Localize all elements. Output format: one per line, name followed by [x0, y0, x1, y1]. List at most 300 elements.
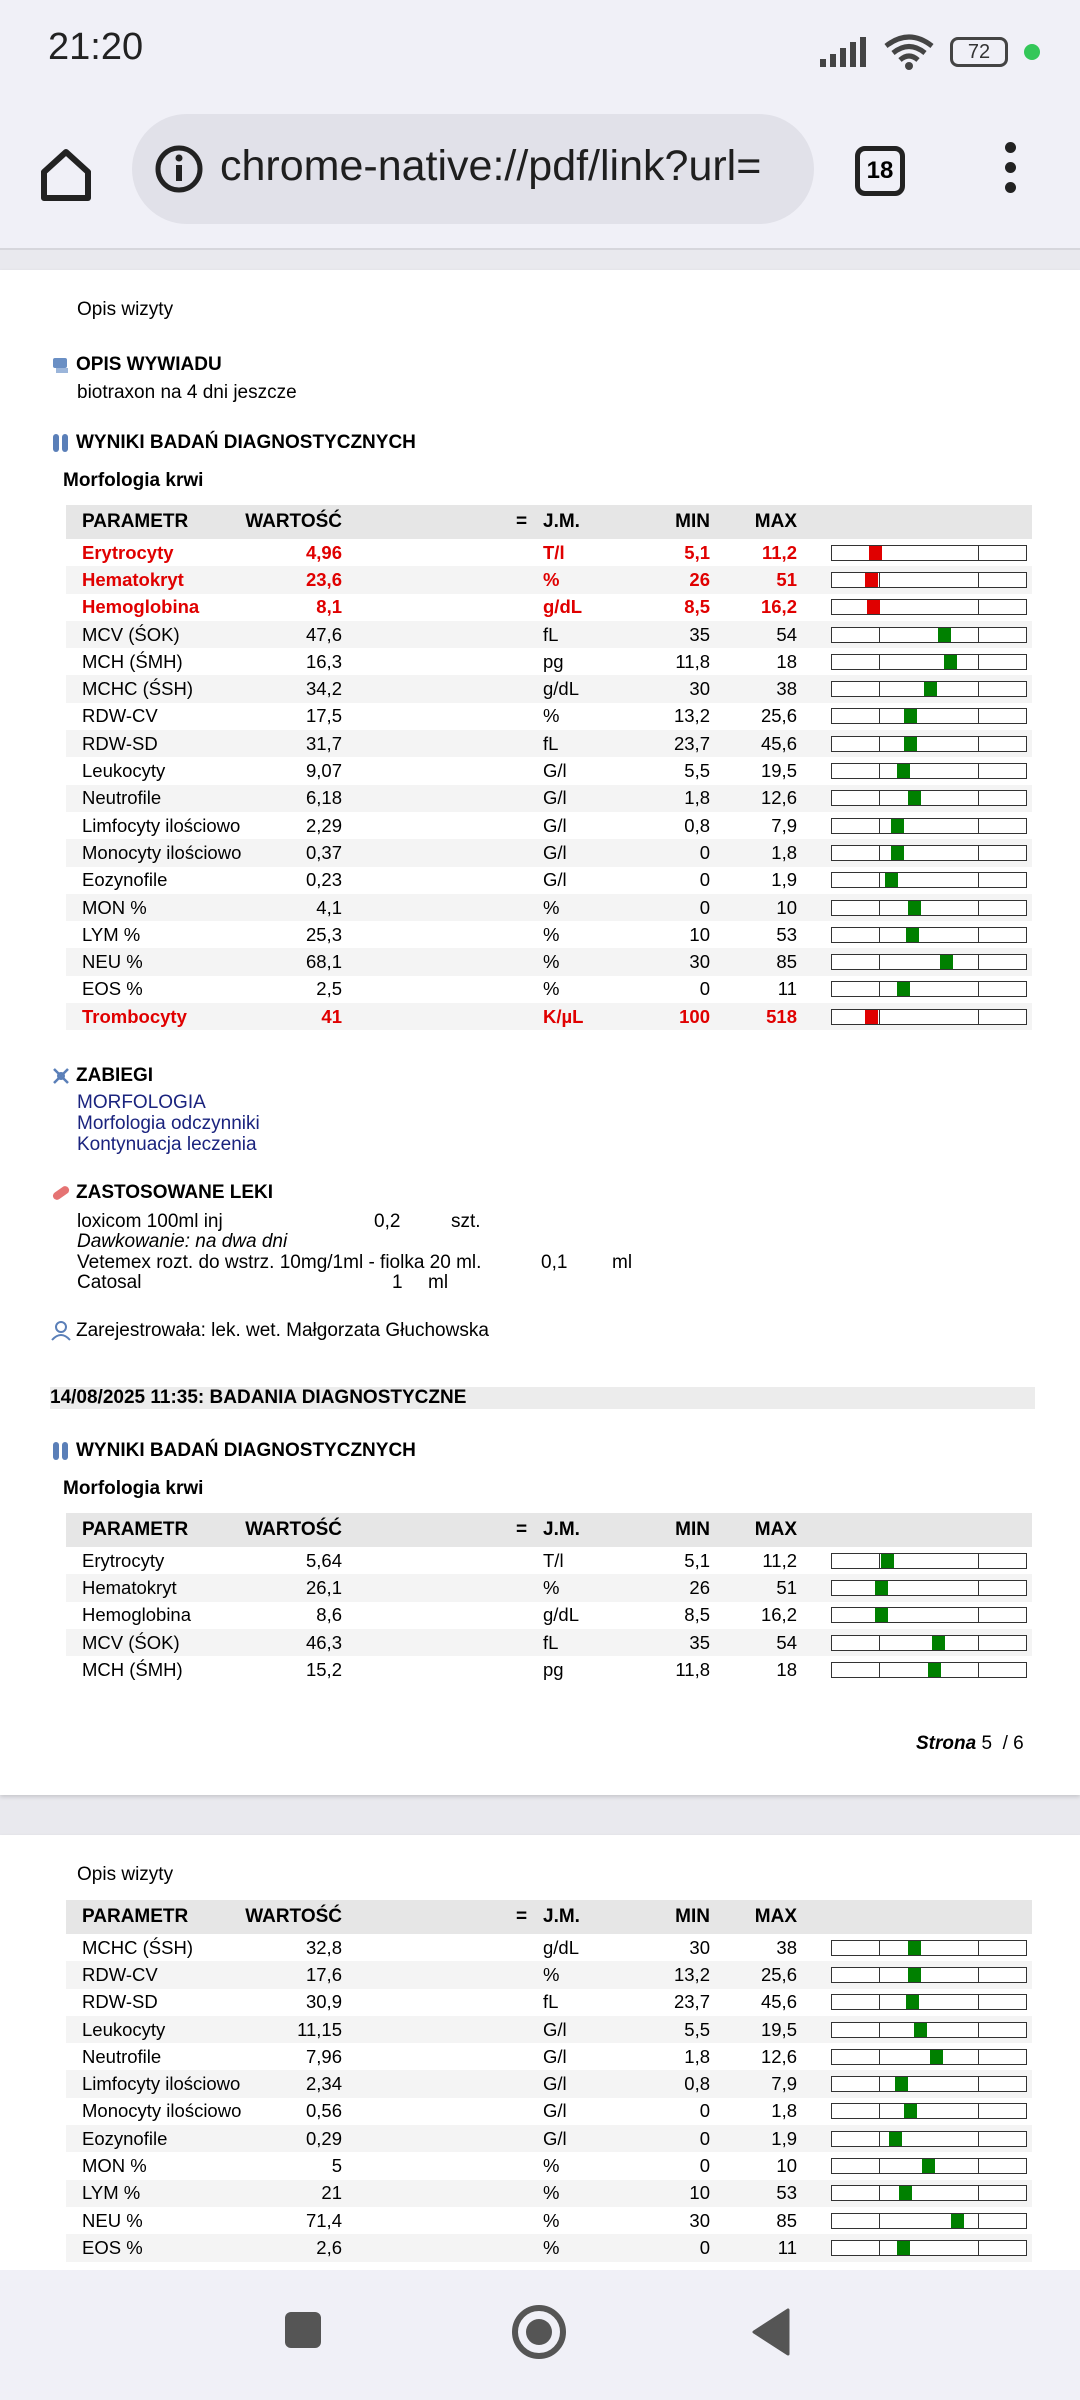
param-value: 32,8 [305, 1936, 342, 1958]
header-min: MIN [675, 1519, 710, 1540]
param-max: 1,8 [771, 2100, 797, 2122]
header-eq: = [516, 511, 528, 532]
param-unit: g/dL [543, 1936, 580, 1958]
param-value: 2,29 [305, 814, 342, 836]
table-row [66, 2070, 1032, 2097]
address-bar[interactable] [132, 114, 814, 224]
table-row [66, 1602, 1032, 1629]
param-max: 11 [777, 2236, 797, 2258]
results-table-3 [66, 1900, 1032, 2262]
range-gauge [831, 599, 1027, 615]
param-name: EOS % [82, 2236, 143, 2258]
param-max: 10 [776, 896, 797, 918]
param-max: 12,6 [760, 787, 797, 809]
system-nav-bar [0, 2270, 1080, 2400]
param-unit: G/l [543, 869, 567, 891]
param-value: 21 [321, 2182, 342, 2204]
header-min: MIN [675, 1906, 710, 1927]
table-row [66, 566, 1032, 593]
range-gauge [831, 627, 1027, 643]
range-gauge [831, 1580, 1027, 1596]
header-value: WARTOŚĆ [245, 1906, 342, 1927]
param-value: 30,9 [305, 1991, 342, 2013]
pdf-page-5 [0, 270, 1080, 1795]
param-unit: G/l [543, 2045, 567, 2067]
param-unit: G/l [543, 2018, 567, 2040]
param-value: 11,15 [297, 2018, 342, 2040]
param-min: 10 [689, 923, 710, 945]
pdf-page-6 [0, 1835, 1080, 2270]
table-row [66, 2207, 1032, 2234]
param-max: 51 [776, 568, 797, 590]
procedure-item[interactable]: Kontynuacja leczenia [77, 1134, 257, 1155]
param-unit: G/l [543, 760, 567, 782]
drug-unit: ml [428, 1272, 449, 1293]
interview-icon [50, 354, 72, 376]
param-max: 54 [776, 623, 797, 645]
range-gauge [831, 2103, 1027, 2119]
param-max: 25,6 [760, 1963, 797, 1985]
table-header [66, 505, 1032, 539]
param-name: Leukocyty [82, 760, 166, 782]
results-table-2 [66, 1513, 1032, 1683]
param-unit: G/l [543, 787, 567, 809]
param-min: 23,7 [673, 732, 710, 754]
param-unit: % [543, 2209, 560, 2231]
table-row [66, 539, 1032, 566]
pill-icon [50, 1182, 72, 1204]
table-row [66, 2234, 1032, 2261]
param-min: 11,8 [675, 650, 710, 672]
range-marker [897, 982, 910, 996]
param-name: MCH (ŚMH) [82, 650, 183, 672]
range-marker [944, 655, 957, 669]
param-name: LYM % [82, 923, 141, 945]
param-min: 8,5 [684, 1604, 710, 1626]
param-value: 2,34 [305, 2073, 342, 2095]
param-value: 7,96 [305, 2045, 342, 2067]
range-gauge [831, 954, 1027, 970]
param-min: 5,1 [684, 541, 710, 563]
param-max: 518 [766, 1005, 797, 1027]
diag-section-title-1: WYNIKI BADAŃ DIAGNOSTYCZNYCH [50, 432, 416, 454]
param-unit: fL [543, 1631, 559, 1653]
table-row [66, 948, 1032, 975]
param-unit: % [543, 896, 560, 918]
param-unit: pg [543, 650, 564, 672]
range-gauge [831, 1635, 1027, 1651]
table-row [66, 2180, 1032, 2207]
range-gauge [831, 654, 1027, 670]
more-menu-icon[interactable] [1005, 142, 1019, 202]
param-min: 35 [689, 623, 710, 645]
param-max: 11,2 [762, 541, 797, 563]
range-gauge [831, 2049, 1027, 2065]
param-unit: % [543, 2182, 560, 2204]
range-gauge [831, 2022, 1027, 2038]
param-value: 0,37 [305, 841, 342, 863]
table-row [66, 594, 1032, 621]
param-min: 13,2 [673, 705, 710, 727]
param-value: 2,6 [316, 2236, 342, 2258]
param-min: 30 [689, 2209, 710, 2231]
param-name: Neutrofile [82, 2045, 162, 2067]
param-max: 53 [776, 2182, 797, 2204]
param-min: 30 [689, 678, 710, 700]
table-row [66, 1629, 1032, 1656]
param-min: 30 [689, 1936, 710, 1958]
test-tubes-icon [50, 1440, 72, 1462]
battery-icon: 72 [950, 37, 1008, 67]
drug-dosage: Dawkowanie: na dwa dni [77, 1231, 288, 1252]
table-row [66, 648, 1032, 675]
table-row [66, 2043, 1032, 2070]
header-max: MAX [754, 1906, 797, 1927]
param-unit: T/l [543, 1549, 564, 1571]
param-value: 0,29 [305, 2127, 342, 2149]
param-name: RDW-SD [82, 1991, 158, 2013]
drug-unit: szt. [451, 1211, 481, 1232]
param-min: 23,7 [673, 1991, 710, 2013]
range-gauge [831, 572, 1027, 588]
header-value: WARTOŚĆ [245, 511, 342, 532]
range-marker [904, 737, 917, 751]
param-unit: % [543, 2236, 560, 2258]
table-row [66, 621, 1032, 648]
range-gauge [831, 1553, 1027, 1569]
param-name: Limfocyty ilościowo [82, 2073, 241, 2095]
range-gauge [831, 708, 1027, 724]
header-param: PARAMETR [82, 1519, 189, 1540]
table-row [66, 1656, 1032, 1683]
procedure-item[interactable]: Morfologia odczynniki [77, 1113, 260, 1134]
range-marker [865, 573, 878, 587]
page-footer: Strona 5 / 6 [916, 1733, 1024, 1754]
drug-unit: ml [612, 1252, 633, 1273]
range-marker [906, 928, 919, 942]
param-unit: % [543, 568, 560, 590]
range-marker [897, 2241, 910, 2255]
table-row [66, 1989, 1032, 2016]
range-marker [908, 901, 921, 915]
param-name: MON % [82, 2155, 147, 2177]
param-name: RDW-CV [82, 705, 158, 727]
param-max: 18 [776, 1658, 797, 1680]
param-min: 35 [689, 1631, 710, 1653]
status-icons [820, 32, 1040, 72]
range-marker [875, 1608, 888, 1622]
param-name: Monocyty ilościowo [82, 2100, 242, 2122]
param-max: 1,8 [771, 841, 797, 863]
param-max: 19,5 [760, 2018, 797, 2040]
param-value: 0,23 [305, 869, 342, 891]
param-max: 85 [776, 951, 797, 973]
url-text[interactable]: chrome-native://pdf/link?url= [220, 142, 762, 190]
procedure-item[interactable]: MORFOLOGIA [77, 1092, 206, 1113]
param-max: 85 [776, 2209, 797, 2231]
table-row [66, 1547, 1032, 1574]
param-unit: fL [543, 732, 559, 754]
table-row [66, 2152, 1032, 2179]
param-max: 45,6 [760, 1991, 797, 2013]
param-max: 7,9 [771, 2073, 797, 2095]
visit-label: Opis wizyty [77, 299, 174, 320]
param-min: 30 [689, 951, 710, 973]
range-gauge [831, 981, 1027, 997]
param-min: 11,8 [675, 1658, 710, 1680]
pdf-viewer[interactable] [0, 250, 1080, 2270]
param-name: RDW-SD [82, 732, 158, 754]
param-value: 4,1 [316, 896, 342, 918]
range-gauge [831, 2213, 1027, 2229]
param-min: 26 [689, 1576, 710, 1598]
header-unit: J.M. [543, 511, 580, 532]
param-unit: % [543, 1963, 560, 1985]
param-max: 10 [776, 2155, 797, 2177]
param-unit: G/l [543, 841, 567, 863]
range-marker [930, 2050, 943, 2064]
drug-qty: 0,2 [374, 1211, 401, 1232]
param-name: Neutrofile [82, 787, 162, 809]
param-min: 5,1 [684, 1549, 710, 1571]
param-max: 45,6 [760, 732, 797, 754]
range-marker [951, 2214, 964, 2228]
param-unit: T/l [543, 541, 565, 563]
param-min: 0 [699, 2155, 710, 2177]
header-eq: = [516, 1906, 528, 1927]
table-header [66, 1900, 1032, 1934]
param-min: 0 [699, 841, 710, 863]
param-value: 47,6 [305, 623, 342, 645]
interview-text: biotraxon na 4 dni jeszcze [77, 382, 297, 403]
browser-toolbar [0, 100, 1080, 250]
param-value: 9,07 [305, 760, 342, 782]
range-marker [914, 2023, 927, 2037]
param-min: 100 [679, 1005, 710, 1027]
param-name: MON % [82, 896, 147, 918]
param-name: Monocyty ilościowo [82, 841, 242, 863]
param-min: 10 [689, 2182, 710, 2204]
range-marker [891, 819, 904, 833]
range-gauge [831, 1940, 1027, 1956]
home-nav-icon[interactable] [511, 2304, 567, 2360]
diag-subtitle-1: Morfologia krwi [63, 470, 204, 491]
param-min: 26 [689, 568, 710, 590]
param-name: NEU % [82, 951, 143, 973]
table-row [66, 1961, 1032, 1988]
range-marker [928, 1663, 941, 1677]
header-value: WARTOŚĆ [245, 1519, 342, 1540]
vet-icon [50, 1320, 72, 1342]
param-value: 71,4 [305, 2209, 342, 2231]
registered-by: Zarejestrowała: lek. wet. Małgorzata Głuchowska [50, 1320, 489, 1342]
param-max: 19,5 [760, 760, 797, 782]
param-name: MCV (ŚOK) [82, 623, 180, 645]
param-min: 1,8 [684, 2045, 710, 2067]
status-bar [0, 0, 1080, 100]
param-unit: G/l [543, 814, 567, 836]
range-gauge [831, 845, 1027, 861]
range-gauge [831, 927, 1027, 943]
range-marker [906, 1995, 919, 2009]
param-min: 5,5 [684, 760, 710, 782]
param-name: Limfocyty ilościowo [82, 814, 241, 836]
param-value: 17,5 [305, 705, 342, 727]
param-name: RDW-CV [82, 1963, 158, 1985]
param-name: NEU % [82, 2209, 143, 2231]
param-value: 5,64 [305, 1549, 342, 1571]
param-value: 16,3 [305, 650, 342, 672]
param-value: 0,56 [305, 2100, 342, 2122]
table-row [66, 812, 1032, 839]
param-name: Erytrocyty [82, 1549, 165, 1571]
range-gauge [831, 818, 1027, 834]
param-unit: g/dL [543, 1604, 580, 1626]
range-marker [897, 764, 910, 778]
param-min: 0 [699, 2127, 710, 2149]
back-icon[interactable] [752, 2308, 792, 2356]
drug-qty: 0,1 [541, 1252, 568, 1273]
param-min: 5,5 [684, 2018, 710, 2040]
header-unit: J.M. [543, 1906, 580, 1927]
table-row [66, 785, 1032, 812]
param-unit: g/dL [543, 678, 580, 700]
range-marker [922, 2159, 935, 2173]
range-gauge [831, 872, 1027, 888]
param-unit: G/l [543, 2073, 567, 2095]
param-unit: fL [543, 1991, 559, 2013]
range-marker [940, 955, 953, 969]
header-param: PARAMETR [82, 511, 189, 532]
range-gauge [831, 763, 1027, 779]
param-max: 7,9 [771, 814, 797, 836]
range-marker [895, 2077, 908, 2091]
diag-section-title-2: WYNIKI BADAŃ DIAGNOSTYCZNYCH [50, 1440, 416, 1462]
drug-qty: 1 [392, 1272, 403, 1293]
param-unit: % [543, 1576, 560, 1598]
param-min: 0 [699, 978, 710, 1000]
range-gauge [831, 900, 1027, 916]
param-max: 38 [776, 678, 797, 700]
param-name: MCV (ŚOK) [82, 1631, 180, 1653]
param-max: 51 [776, 1576, 797, 1598]
range-gauge [831, 2131, 1027, 2147]
range-marker [938, 628, 951, 642]
recents-button[interactable] [285, 2312, 321, 2348]
range-gauge [831, 2158, 1027, 2174]
header-unit: J.M. [543, 1519, 580, 1540]
param-min: 1,8 [684, 787, 710, 809]
param-value: 25,3 [305, 923, 342, 945]
status-time: 21:20 [48, 26, 144, 68]
range-gauge [831, 1994, 1027, 2010]
range-gauge [831, 1009, 1027, 1025]
privacy-indicator-dot [1024, 44, 1040, 60]
param-unit: % [543, 2155, 560, 2177]
tab-switcher-button[interactable]: 18 [855, 146, 905, 196]
drug-name: Catosal [77, 1272, 142, 1293]
range-marker [899, 2186, 912, 2200]
range-marker [932, 1636, 945, 1650]
range-marker [867, 600, 880, 614]
procedure-icon [50, 1065, 72, 1087]
param-name: Trombocyty [82, 1005, 187, 1027]
test-tubes-icon [50, 432, 72, 454]
param-max: 11,2 [762, 1549, 797, 1571]
param-max: 1,9 [771, 2127, 797, 2149]
range-gauge [831, 2185, 1027, 2201]
site-info-icon[interactable] [154, 144, 204, 194]
range-marker [881, 1554, 894, 1568]
param-unit: G/l [543, 2127, 567, 2149]
table-row [66, 1574, 1032, 1601]
param-value: 23,6 [305, 568, 342, 590]
param-name: Erytrocyty [82, 541, 174, 563]
range-gauge [831, 681, 1027, 697]
param-min: 8,5 [684, 596, 710, 618]
drug-name: Vetemex rozt. do wstrz. 10mg/1ml - fiolka 20 ml. [77, 1252, 482, 1273]
range-marker [889, 2132, 902, 2146]
param-max: 38 [776, 1936, 797, 1958]
table-row [66, 976, 1032, 1003]
param-max: 54 [776, 1631, 797, 1653]
param-unit: fL [543, 623, 559, 645]
param-value: 8,1 [316, 596, 342, 618]
range-marker [908, 1941, 921, 1955]
table-row [66, 1934, 1032, 1961]
procedures-section-title: ZABIEGI [50, 1065, 153, 1087]
table-row [66, 757, 1032, 784]
param-unit: g/dL [543, 596, 583, 618]
home-icon[interactable] [36, 144, 96, 204]
results-table-1 [66, 505, 1032, 1030]
param-min: 0 [699, 896, 710, 918]
range-marker [865, 1010, 878, 1024]
param-unit: G/l [543, 2100, 567, 2122]
param-min: 0 [699, 869, 710, 891]
signal-icon [820, 37, 868, 67]
param-unit: % [543, 951, 560, 973]
range-marker [904, 709, 917, 723]
interview-section-title: OPIS WYWIADU [50, 354, 222, 376]
param-value: 31,7 [305, 732, 342, 754]
table-row [66, 2016, 1032, 2043]
table-row [66, 921, 1032, 948]
param-name: LYM % [82, 2182, 141, 2204]
param-max: 53 [776, 923, 797, 945]
visit-label: Opis wizyty [77, 1864, 174, 1885]
table-row [66, 703, 1032, 730]
param-value: 2,5 [316, 978, 342, 1000]
table-row [66, 2098, 1032, 2125]
param-value: 17,6 [305, 1963, 342, 1985]
param-unit: % [543, 923, 560, 945]
header-param: PARAMETR [82, 1906, 189, 1927]
param-min: 0,8 [684, 2073, 710, 2095]
table-row [66, 2125, 1032, 2152]
param-value: 15,2 [305, 1658, 342, 1680]
param-unit: K/µL [543, 1005, 584, 1027]
range-gauge [831, 545, 1027, 561]
range-gauge [831, 2076, 1027, 2092]
param-value: 26,1 [305, 1576, 342, 1598]
range-marker [885, 873, 898, 887]
param-value: 41 [321, 1005, 342, 1027]
param-name: Leukocyty [82, 2018, 166, 2040]
table-row [66, 730, 1032, 757]
range-gauge [831, 1662, 1027, 1678]
param-value: 8,6 [316, 1604, 342, 1626]
